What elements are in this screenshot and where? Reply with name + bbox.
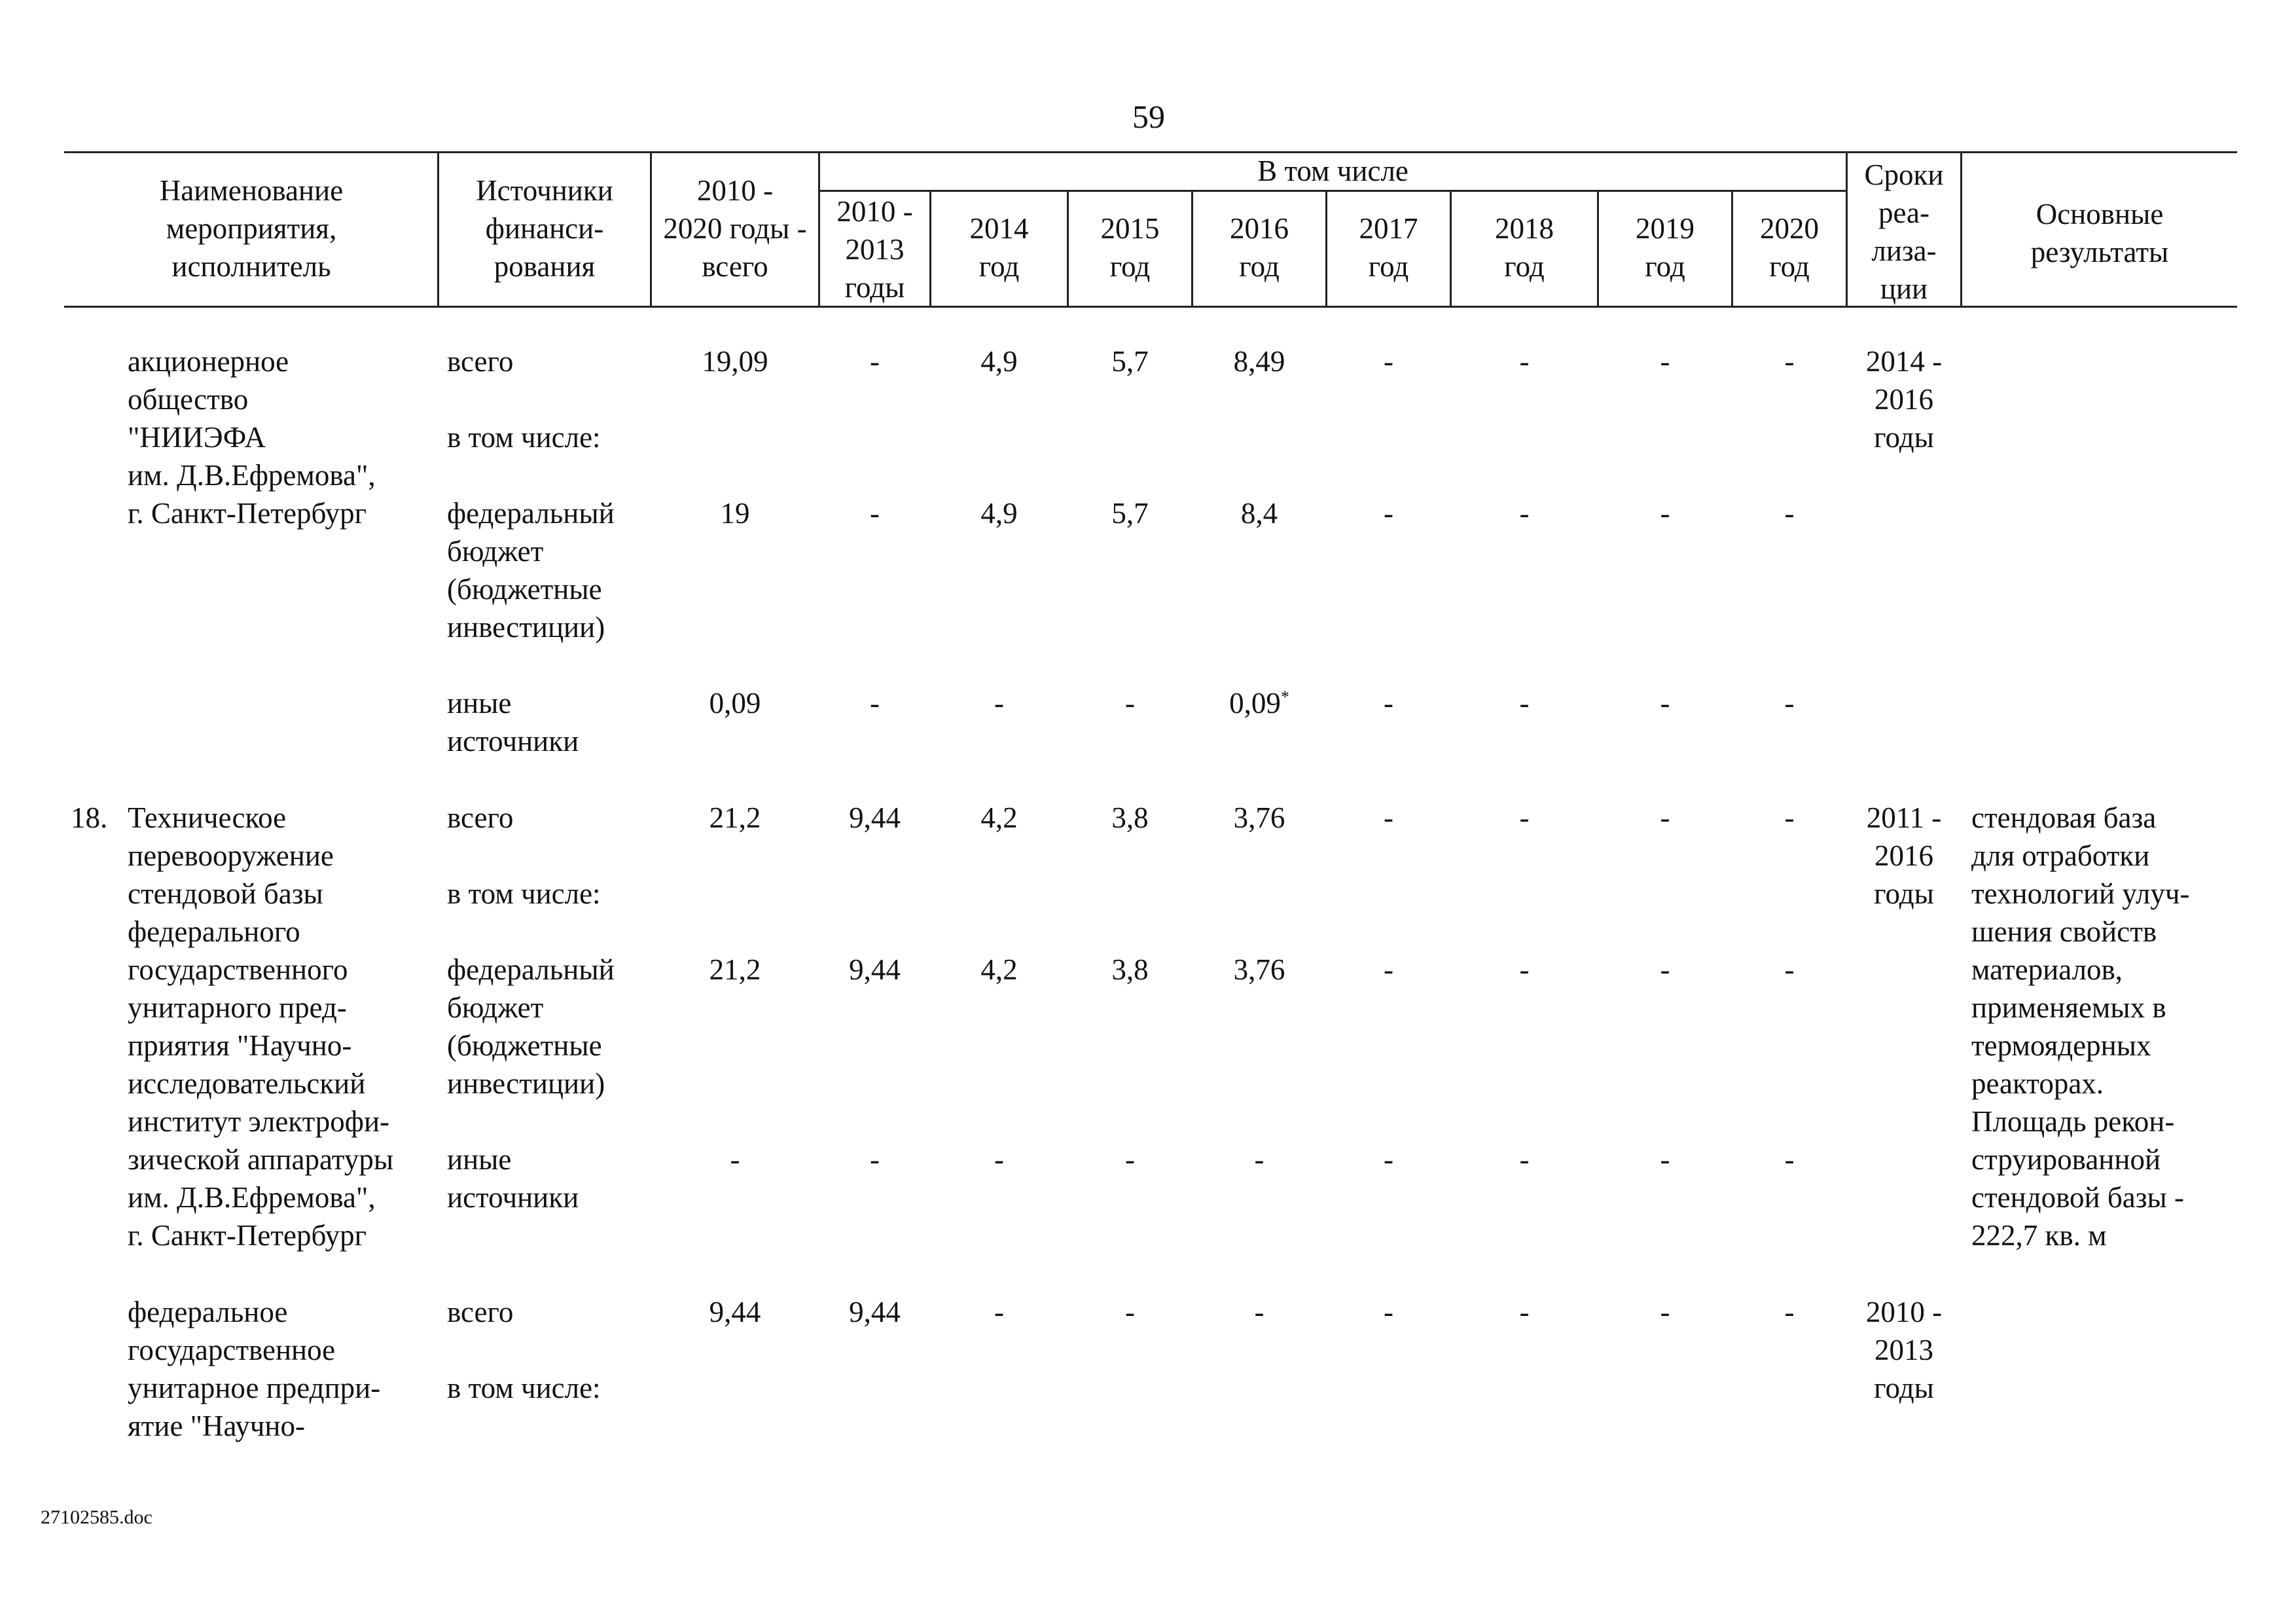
source-label: всего [447, 1296, 514, 1328]
value-2020: - [1784, 687, 1795, 720]
value-2019: - [1660, 1296, 1670, 1328]
value-total: 0,09 [709, 687, 761, 720]
value-2017: - [1384, 1296, 1393, 1328]
value-2014: 4,2 [980, 953, 1018, 986]
value-2018: - [1519, 497, 1530, 530]
source-label: всего [447, 345, 514, 378]
value-2015: 3,8 [1111, 953, 1149, 986]
value-2014: - [994, 687, 1004, 720]
header-2016: 2016 год [1230, 212, 1289, 283]
value-2019: - [1660, 1143, 1670, 1176]
value-2016: 3,76 [1233, 801, 1285, 834]
header-terms: Сроки реа- лиза- ции [1864, 158, 1944, 305]
value-2018: - [1519, 1296, 1530, 1328]
value-total: 19,09 [702, 345, 768, 378]
value-2016-number: 0,09 [1229, 687, 1281, 720]
value-2015: - [1125, 1143, 1135, 1176]
implementation-terms: 2010 - 2013 годы [1865, 1296, 1943, 1404]
value-2018: - [1519, 1143, 1530, 1176]
value-2014: - [994, 1143, 1004, 1176]
value-2014: - [994, 1296, 1004, 1328]
executor-name: акционерное общество "НИИЭФА им. Д.В.Ефремова", г. Санкт-Петербург [128, 345, 376, 530]
value-2020: - [1784, 801, 1795, 834]
source-label: в том числе: [447, 1372, 601, 1404]
value-2019: - [1660, 687, 1670, 720]
value-2015: 5,7 [1111, 345, 1149, 378]
value-total: 19 [720, 497, 750, 530]
value-2018: - [1519, 687, 1530, 720]
value-2020: - [1784, 497, 1795, 530]
value-2016: 8,49 [1233, 345, 1285, 378]
value-2016: - [1254, 1296, 1265, 1328]
activity-name: Техническое перевооружение стендовой базы федерального государственного унитарного пред- приятия "Научно- исследовательский институт электрофи- зической аппаратуры им. Д.В.Ефремова", г. Санкт-Петербург [128, 801, 394, 1252]
page-number: 59 [1132, 98, 1165, 135]
value-2017: - [1384, 801, 1393, 834]
header-total: 2010 - 2020 годы - всего [663, 174, 807, 283]
header-2019: 2019 год [1636, 212, 1695, 283]
document-filename: 27102585.doc [41, 1506, 152, 1528]
value-2020: - [1784, 345, 1795, 378]
source-label: в том числе: [447, 877, 601, 910]
main-results: стендовая база для отработки технологий улуч- шения свойств материалов, применяемых в термоядерных реакторах. Площадь рекон- струированной стендовой базы - 222,7 кв. м [1971, 801, 2190, 1252]
value-2016: - [1254, 1143, 1265, 1176]
value-total: 21,2 [709, 953, 761, 986]
value-2020: - [1784, 1143, 1795, 1176]
value-2015: - [1125, 687, 1135, 720]
header-2015: 2015 год [1100, 212, 1160, 283]
value-2016 [1193, 684, 1325, 722]
header-2014: 2014 год [969, 212, 1029, 283]
value-2015: 5,7 [1111, 497, 1149, 530]
header-2010-2013: 2010 - 2013 годы [836, 195, 913, 304]
value-2020: - [1784, 1296, 1795, 1328]
value-2014: 4,2 [980, 801, 1018, 834]
header-2017: 2017 год [1359, 212, 1418, 283]
header-2020: 2020 год [1760, 212, 1819, 283]
value-2017: - [1384, 1143, 1393, 1176]
header-sources: Источники финанси- рования [476, 174, 613, 283]
value-2018: - [1519, 953, 1530, 986]
value-2017: - [1384, 953, 1393, 986]
value-2010-2013: - [870, 687, 880, 720]
implementation-terms: 2014 - 2016 годы [1865, 345, 1943, 454]
source-label: иные источники [447, 687, 579, 757]
value-2016: 3,76 [1233, 953, 1285, 986]
value-2010-2013: - [870, 1143, 880, 1176]
value-2019: - [1660, 345, 1670, 378]
value-2019: - [1660, 801, 1670, 834]
value-2014: 4,9 [980, 345, 1018, 378]
value-2015: - [1125, 1296, 1135, 1328]
source-label: всего [447, 801, 514, 834]
source-label: в том числе: [447, 421, 601, 454]
value-2020: - [1784, 953, 1795, 986]
value-2019: - [1660, 497, 1670, 530]
header-name: Наименование мероприятия, исполнитель [159, 174, 344, 283]
value-2010-2013: 9,44 [849, 953, 901, 986]
group-header-rule [818, 190, 1846, 192]
value-2017: - [1384, 497, 1393, 530]
footnote-mark: * [1280, 687, 1289, 706]
header-group: В том числе [1257, 155, 1408, 187]
value-2010-2013: - [870, 345, 880, 378]
value-2018: - [1519, 345, 1530, 378]
item-number: 18. [71, 801, 108, 834]
value-2014: 4,9 [980, 497, 1018, 530]
source-label: федеральный бюджет (бюджетные инвестиции) [447, 953, 615, 1100]
header-results: Основные результаты [2030, 198, 2169, 268]
value-2016: 8,4 [1240, 497, 1278, 530]
value-total: 9,44 [709, 1296, 761, 1328]
source-label: федеральный бюджет (бюджетные инвестиции) [447, 497, 615, 644]
executor-name: федеральное государственное унитарное предпри- ятие "Научно- [128, 1296, 381, 1442]
value-2017: - [1384, 687, 1393, 720]
value-total: - [730, 1143, 740, 1176]
value-2010-2013: - [870, 497, 880, 530]
implementation-terms: 2011 - 2016 годы [1866, 801, 1942, 910]
value-total: 21,2 [709, 801, 761, 834]
header-2018: 2018 год [1495, 212, 1554, 283]
value-2010-2013: 9,44 [849, 1296, 901, 1328]
value-2017: - [1384, 345, 1393, 378]
source-label: иные источники [447, 1143, 579, 1214]
value-2019: - [1660, 953, 1670, 986]
value-2010-2013: 9,44 [849, 801, 901, 834]
value-2015: 3,8 [1111, 801, 1149, 834]
value-2018: - [1519, 801, 1530, 834]
